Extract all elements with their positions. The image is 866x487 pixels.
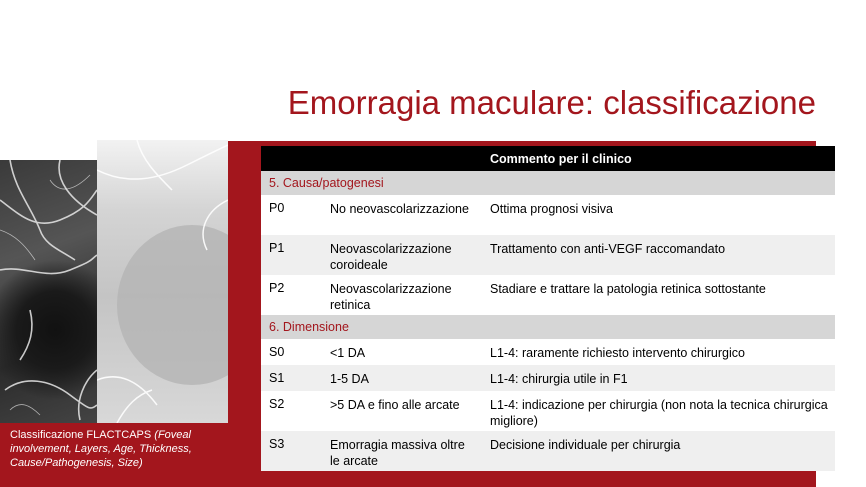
row-code: S3 xyxy=(269,437,285,451)
table-row xyxy=(261,195,835,235)
row-code: S0 xyxy=(269,345,285,359)
caption-italic: (Foveal involvement, Layers, Age, Thickness, Cause/Pathogenesis, Size) xyxy=(10,429,192,469)
table-row xyxy=(261,365,835,391)
table-row xyxy=(261,391,835,431)
image-caption xyxy=(0,423,228,487)
row-code: P0 xyxy=(269,201,285,215)
classification-table xyxy=(261,146,835,471)
row-comment: L1-4: chirurgia utile in F1 xyxy=(490,372,628,386)
row-code: S1 xyxy=(269,371,285,385)
table-row xyxy=(261,235,835,275)
row-code: P2 xyxy=(269,281,285,295)
row-desc: 1-5 DA xyxy=(330,372,369,386)
row-comment: L1-4: indicazione per chirurgia (non nota la tecnica chirurgica migliore) xyxy=(490,398,828,428)
row-comment: Decisione individuale per chirurgia xyxy=(490,438,681,452)
row-desc: No neovascolarizzazione xyxy=(330,202,469,216)
row-code: S2 xyxy=(269,397,285,411)
caption-prefix: Classificazione FLACTCAPS xyxy=(10,429,155,441)
section-header-cause: 5. Causa/patogenesi xyxy=(261,171,835,195)
angiography-image xyxy=(0,160,97,423)
table-row xyxy=(261,275,835,315)
row-comment: Stadiare e trattare la patologia retinica sottostante xyxy=(490,282,766,296)
table-row xyxy=(261,339,835,365)
row-desc: Emorragia massiva oltre le arcate xyxy=(330,438,465,468)
table-row xyxy=(261,431,835,471)
section-header-size: 6. Dimensione xyxy=(261,315,835,339)
row-code: P1 xyxy=(269,241,285,255)
table-header xyxy=(261,146,835,171)
row-comment: L1-4: raramente richiesto intervento chirurgico xyxy=(490,346,745,360)
row-comment: Ottima prognosi visiva xyxy=(490,202,613,216)
fundus-image xyxy=(97,140,228,423)
row-desc: Neovascolarizzazione retinica xyxy=(330,282,452,312)
row-desc: >5 DA e fino alle arcate xyxy=(330,398,460,412)
page-title: Emorragia maculare: classificazione xyxy=(287,84,816,121)
header-comment: Commento per il clinico xyxy=(490,152,632,166)
row-comment: Trattamento con anti-VEGF raccomandato xyxy=(490,242,726,256)
row-desc: <1 DA xyxy=(330,346,366,360)
row-desc: Neovascolarizzazione coroideale xyxy=(330,242,452,272)
